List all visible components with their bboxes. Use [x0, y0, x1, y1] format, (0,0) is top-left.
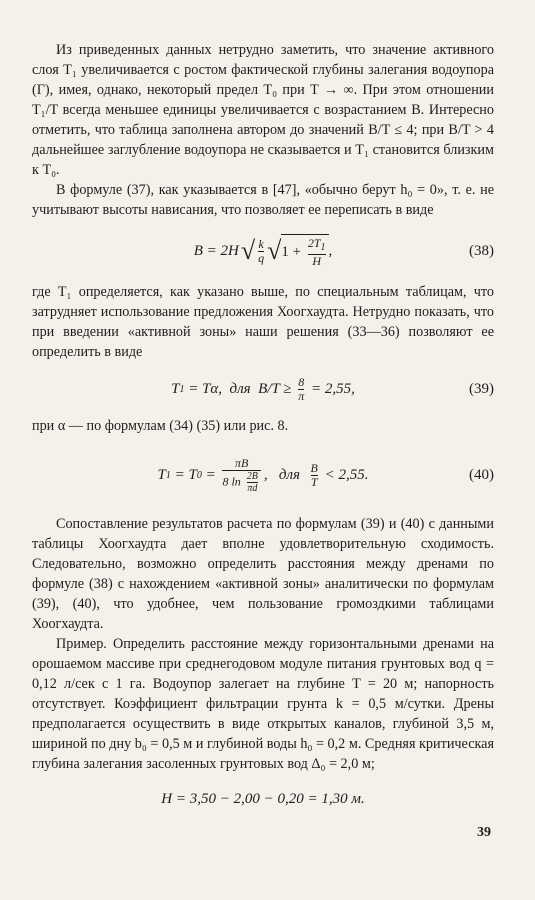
equation-number-39: (39): [469, 380, 494, 397]
result-formula: H = 3,50 − 2,00 − 0,20 = 1,30 м.: [161, 790, 365, 807]
formula-38-lhs: B = 2H: [193, 242, 239, 259]
paragraph-1: Из приведенных данных нетрудно заметить, что значение активного слоя T₁ увеличивается с ростом фактической глубины залегания водоупора (Г), имея, однако, некоторый предел T₀ при T → ∞. При этом отношении T₁/T всегда меньшее единицы увеличивается с возрастанием B. Интересно отметить, что таблица заполнена автором до значений B/T ≤ 4; при B/T > 4 дальнейшее заглубление водоупора не сказывается и T₁ становится близким к T₀.: [32, 42, 494, 178]
equation-number-40: (40): [469, 466, 494, 483]
page-number: 39: [477, 825, 491, 840]
formula-38-radicand: 1 + $\frac{2T_1}{H}$: [281, 234, 328, 268]
paragraph-3: где T₁ определяется, как указано выше, по специальным таблицам, что затрудняет использование предложения Хоогхаудта. Нетрудно показать, что при введении «активной зоны» наши решения (33—36) позволяют ее определить в виде: [32, 284, 494, 360]
paragraph-2: В формуле (37), как указывается в [47], «обычно берут h₀ = 0», т. е. не учитывают высоты нависания, что позволяет ее переписать в виде: [32, 182, 494, 218]
formula-38: B = 2H √ $\frac{k}{q}$ √ 1 + $\frac{2T_1}{H}$ , (38): [193, 236, 494, 268]
paragraph-6: Пример. Определить расстояние между горизонтальными дренами на орошаемом массиве при среднегодовом модуле питания грунтовых вод q = 0,12 л/сек с 1 га. Водоупор залегает на глубине T = 20 м; напорность отсутствует. Коэффициент фильтрации грунта k = 0,5 м/сутки. Дрены предполагается осуществить в виде открытых каналов, глубиной 3,5 м, шириной по дну b₀ = 0,5 м и глубиной воды h₀ = 0,2 м. Средняя критическая глубина залегания засоленных грунтовых вод Δ₀ = 2,0 м;: [32, 636, 494, 772]
formula-39: T 1 = Tα, для B/T ≥ $\frac{8}{\pi}$ = 2,55, (39): [171, 374, 494, 403]
equation-number-38: (38): [469, 242, 494, 259]
formula-38-kq: $\frac{k}{q}$: [258, 236, 265, 265]
formula-40: T 1 = T 0 = πB 8 ln $\frac{2B}{\pi d}$ , для $\frac{B}{T}$ < 2,55. (40): [157, 455, 494, 494]
paragraph-4: при α — по формулам (34) (35) или рис. 8.: [32, 418, 289, 434]
paragraph-5: Сопоставление результатов расчета по формулам (39) и (40) с данными таблицы Хоогхаудта дает вполне удовлетворительную сходимость. Следовательно, возможно определить расстояния между дренами по формуле (38) с нахождением «активной зоны» аналитически по формулам (39), (40), что удобнее, чем пользование громоздкими таблицами Хоогхаудта.: [32, 516, 494, 632]
page-body: [32, 40, 494, 824]
